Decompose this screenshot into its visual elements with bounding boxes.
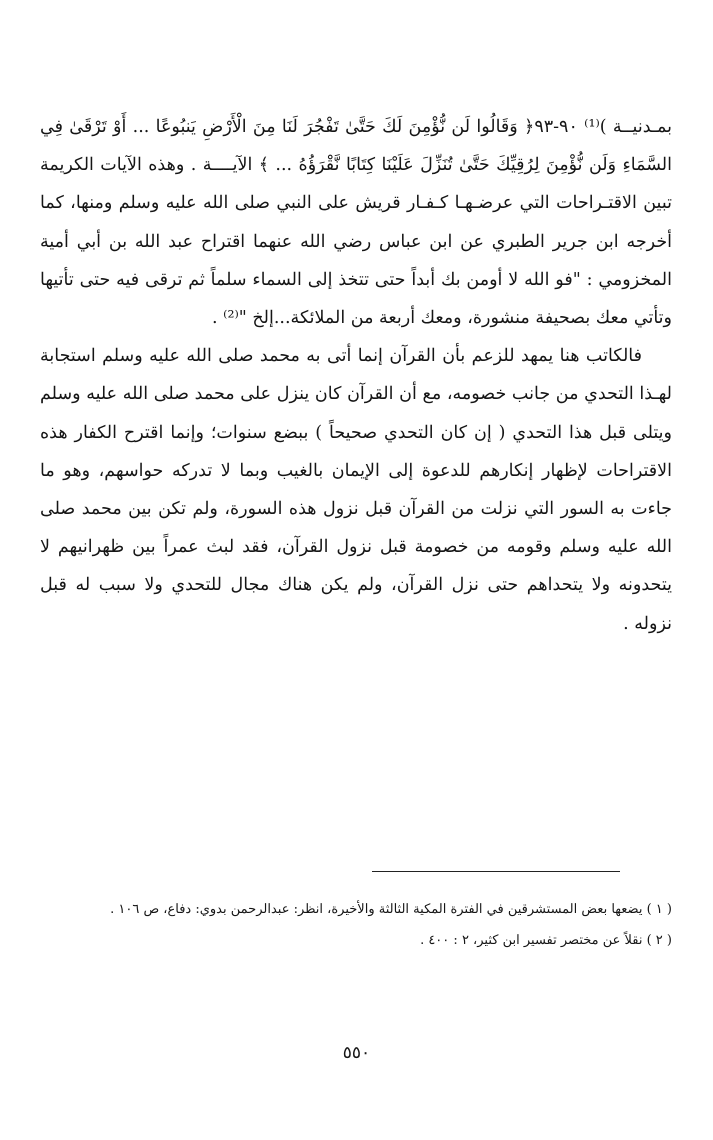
footnote-2: ( ٢ ) نقلاً عن مختصر تفسير ابن كثير، ٢ : ٤٠٠ . (420, 933, 672, 948)
footnote-1: ( ١ ) يضعها بعض المستشرقين في الفترة المكية الثالثة والأخيرة، انظر: عبدالرحمن بدوي: دفاع، ص ١٠٦ . (110, 902, 672, 917)
footnotes (60, 896, 672, 954)
main-text (40, 108, 672, 643)
paragraph-1: بمـدنيــة )⁽¹⁾ ٩٠-٩٣﴿ وَقَالُوا لَن نُّؤْمِنَ لَكَ حَتَّىٰ تَفْجُرَ لَنَا مِنَ الْأَرْضِ يَنبُوعًا ... أَوْ تَرْقَىٰ فِي السَّمَاءِ وَلَن نُّؤْمِنَ لِرُقِيِّكَ حَتَّىٰ تُنَزِّلَ عَلَيْنَا كِتَابًا نَّقْرَؤُهُ ... ﴾ الآيــــة . وهذه الآيات الكريمة تبين الاقتـراحات التي عرضـهـا كـفـار قريش على النبي صلى الله عليه وسلم ومنها، كما أخرجه ابن جرير الطبري عن ابن عباس رضي الله عنهما اقتراح عبد الله بن أبي أمية المخزومي : "فو الله لا أومن بك أبداً حتى تتخذ إلى السماء سلماً ثم ترقى فيه حتى تأتيها وتأتي معك بصحيفة منشورة، ومعك أربعة من الملائكة...إلخ "⁽²⁾ . (40, 117, 672, 329)
paragraph-2: فالكاتب هنا يمهد للزعم بأن القرآن إنما أتى به محمد صلى الله عليه وسلم استجابة لهـذا التحدي من جانب خصومه، مع أن القرآن كان ينزل على محمد صلى الله عليه وسلم ويتلى قبل هذا التحدي ( إن كان التحدي صحيحاً ) ببضع سنوات؛ وإنما اقترح الكفار هذه الاقتراحات لإظهار إنكارهم للدعوة إلى الإيمان بالغيب وبما لا تدركه حواسهم، وهو ما جاءت به السور التي نزلت من القرآن قبل نزول هذه السورة، ولم تكن بين محمد صلى الله عليه وسلم وقومه من خصومة قبل نزول القرآن، فقد لبث عمراً بين ظهرانيهم لا يتحدونه ولا يتحداهم حتى نزل القرآن، ولم يكن هناك مجال للتحدي ولا سبب له قبل نزوله . (40, 346, 672, 634)
page-number: ٥٥٠ (342, 1043, 371, 1063)
footnote-divider (372, 871, 620, 872)
